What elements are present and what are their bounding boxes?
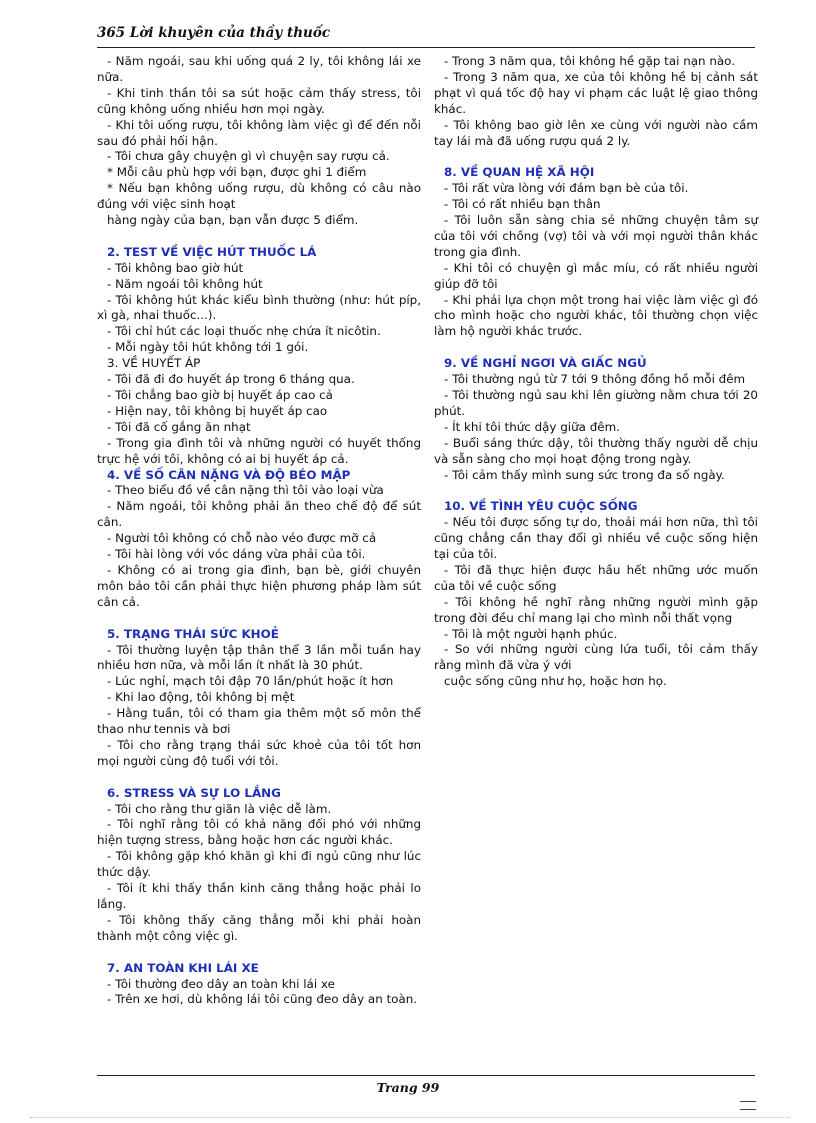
list-item: - Tôi chẳng bao giờ bị huyết áp cao cả (107, 388, 333, 403)
list-item: - Khi tinh thần tôi sa sút hoặc cảm thấy stress, tôi cũng không uống nhiều hơn mọi ngày. (97, 85, 421, 116)
list-item: - Tôi có rất nhiều bạn thân (444, 197, 601, 212)
list-item: - Khi tôi uống rượu, tôi không làm việc gì để đến nỗi sau đó phải hối hận. (97, 117, 421, 148)
list-item: - Lúc nghỉ, mạch tôi đập 70 lần/phút hoặc ít hơn (107, 674, 394, 689)
list-item: - Tôi đã cố gắng ăn nhạt (107, 419, 251, 434)
page-number: Trang 99 (376, 1080, 440, 1095)
list-item: - Trong 3 năm qua, xe của tôi không hề bị cảnh sát phạt vì quá tốc độ hay vi phạm các luật lệ giao thông khác. (434, 69, 758, 116)
list-item: cuộc sống cũng như họ, hoặc hơn họ. (444, 674, 667, 689)
list-item: - Tôi luôn sẵn sàng chia sẻ những chuyện tâm sự của tôi với chồng (vợ) tôi và với mọi người thân khác trong gia đình. (434, 213, 758, 259)
page-edge-line (30, 1117, 790, 1118)
header-title: 365 Lời khuyên của thầy thuốc (97, 25, 331, 41)
list-item: - Tôi không hề nghĩ rằng những người mình gặp trong đời đều chỉ mang lại cho mình nỗi thất vọng (434, 594, 758, 625)
left-column (97, 54, 421, 1008)
list-item: - Tôi thường đeo dây an toàn khi lái xe (107, 976, 335, 991)
list-item: - Tôi là một người hạnh phúc. (444, 626, 618, 641)
section-heading-blood-pressure: 3. VỀ HUYẾT ÁP (107, 356, 201, 371)
list-item: - Tôi không thấy căng thẳng mỗi khi phải hoàn thành một công việc gì. (97, 912, 421, 943)
list-item: - Tôi không bao giờ hút (107, 260, 244, 275)
section-heading-social: 8. VỀ QUAN HỆ XÃ HỘI (444, 165, 595, 180)
section-heading-weight: 4. VỀ SỐ CÂN NẶNG VÀ ĐỘ BÉO MẬP (107, 467, 351, 482)
list-item: - Tôi cho rằng trạng thái sức khoẻ của tôi tốt hơn mọi người cùng độ tuổi với tôi. (97, 737, 421, 768)
section-heading-smoking: 2. TEST VỀ VIỆC HÚT THUỐC LÁ (107, 244, 317, 259)
list-item: - Buổi sáng thức dậy, tôi thường thấy người dễ chịu và sẵn sàng cho mọi hoạt động trong ngày. (434, 435, 758, 466)
list-item: - Khi tôi có chuyện gì mắc míu, có rất nhiều người giúp đỡ tôi (434, 260, 758, 291)
list-item: - Khi lao động, tôi không bị mệt (107, 690, 295, 705)
list-item: - Tôi nghĩ rằng tôi có khả năng đối phó với những hiện tượng stress, bằng hoặc hơn các người khác. (97, 817, 421, 848)
list-item: - Trong 3 năm qua, tôi không hề gặp tai nạn nào. (444, 54, 736, 68)
list-item: - Năm ngoái, tôi không phải ăn theo chế độ để sút cân. (97, 499, 421, 530)
list-item: - Tôi cho rằng thư giãn là việc dễ làm. (107, 801, 332, 816)
header-divider (97, 47, 755, 48)
list-item: * Mỗi câu phù hợp với bạn, được ghi 1 điểm (107, 165, 367, 180)
list-item: - Hiện nay, tôi không bị huyết áp cao (107, 403, 328, 418)
section-heading-stress: 6. STRESS VÀ SỰ LO LẮNG (107, 785, 281, 800)
list-item: - Trong gia đình tôi và những người có huyết thống trực hệ với tôi, không có ai bị huyết áp cả. (97, 435, 421, 466)
list-item: - Tôi thường luyện tập thân thể 3 lần mỗi tuần hay nhiều hơn nữa, và mỗi lần ít nhất là 30 phút. (97, 642, 421, 673)
list-item: - Tôi ít khi thấy thần kinh căng thẳng hoặc phải lo lắng. (97, 881, 421, 911)
list-item: - Tôi thường ngủ sau khi lên giường nằm chưa tới 20 phút. (434, 388, 758, 418)
corner-line (740, 1101, 756, 1102)
list-item: - Trên xe hơi, dù không lái tôi cũng đeo dây an toàn. (107, 992, 418, 1007)
list-item: - Năm ngoái tôi không hút (107, 276, 263, 291)
list-item: - Người tôi không có chỗ nào véo được mỡ cả (107, 531, 377, 546)
list-item: - Tôi không hút khác kiểu bình thường (như: hút píp, xì gà, nhai thuốc...). (97, 292, 421, 323)
list-item: - Tôi chưa gây chuyện gì vì chuyện say rượu cả. (107, 149, 390, 164)
corner-line (740, 1109, 756, 1110)
list-item: - Tôi cảm thấy mình sung sức trong đa số ngày. (444, 467, 725, 482)
section-heading-driving: 7. AN TOÀN KHI LÁI XE (107, 960, 259, 975)
list-item: - Năm ngoái, sau khi uống quá 2 ly, tôi không lái xe nữa. (97, 54, 421, 84)
section-heading-sleep: 9. VỀ NGHỈ NGƠI VÀ GIẤC NGỦ (444, 356, 647, 371)
list-item: - Tôi thường ngủ từ 7 tới 9 thông đồng hồ mỗi đêm (444, 372, 746, 387)
list-item: - Khi phải lựa chọn một trong hai việc làm việc gì đó cho mình hoặc cho người khác, tôi thường chọn việc làm hộ người khác trước. (434, 292, 758, 339)
list-item: - So với những người cùng lứa tuổi, tôi cảm thấy rằng mình đã vừa ý với (434, 642, 758, 673)
list-item: - Tôi không gặp khó khăn gì khi đi ngủ cũng như lúc thức dậy. (97, 849, 421, 880)
list-item: hàng ngày của bạn, bạn vẫn được 5 điểm. (107, 213, 359, 228)
list-item: - Tôi đã đi đo huyết áp trong 6 tháng qua. (107, 372, 355, 387)
right-column (434, 54, 758, 690)
section-heading-love-of-life: 10. VỀ TÌNH YÊU CUỘC SỐNG (444, 499, 638, 514)
list-item: - Tôi hài lòng với vóc dáng vừa phải của tôi. (107, 547, 366, 562)
list-item: - Tôi rất vừa lòng với đám bạn bè của tôi. (444, 181, 689, 196)
list-item: - Nếu tôi được sống tự do, thoải mái hơn nữa, thì tôi cũng chẳng cần thay đổi gì nhiều về cuộc sống hiện tại của tôi. (434, 515, 758, 562)
section-heading-health: 5. TRẠNG THÁI SỨC KHOẺ (107, 626, 279, 641)
list-item: - Tôi đã thực hiện được hầu hết những ước muốn của tôi về cuộc sống (434, 562, 758, 593)
list-item: - Mỗi ngày tôi hút không tới 1 gói. (107, 340, 309, 355)
list-item: - Tôi không bao giờ lên xe cùng với người nào cầm tay lái mà đã uống rượu quá 2 ly. (434, 117, 758, 148)
list-item: - Hằng tuần, tôi có tham gia thêm một số môn thể thao như tennis và bơi (97, 706, 421, 737)
list-item: - Không có ai trong gia đình, bạn bè, giới chuyên môn bảo tôi cần phải thực hiện phương pháp làm sút cân cả. (97, 562, 421, 609)
list-item: - Tôi chỉ hút các loại thuốc nhẹ chứa ít nicôtin. (107, 324, 381, 339)
list-item: * Nếu bạn không uống rượu, dù không có câu nào đúng với việc sinh hoạt (97, 181, 421, 212)
list-item: - Theo biểu đồ về cân nặng thì tôi vào loại vừa (107, 483, 384, 498)
list-item: - Ít khi tôi thức dậy giữa đêm. (444, 419, 620, 434)
footer-divider (97, 1075, 755, 1076)
